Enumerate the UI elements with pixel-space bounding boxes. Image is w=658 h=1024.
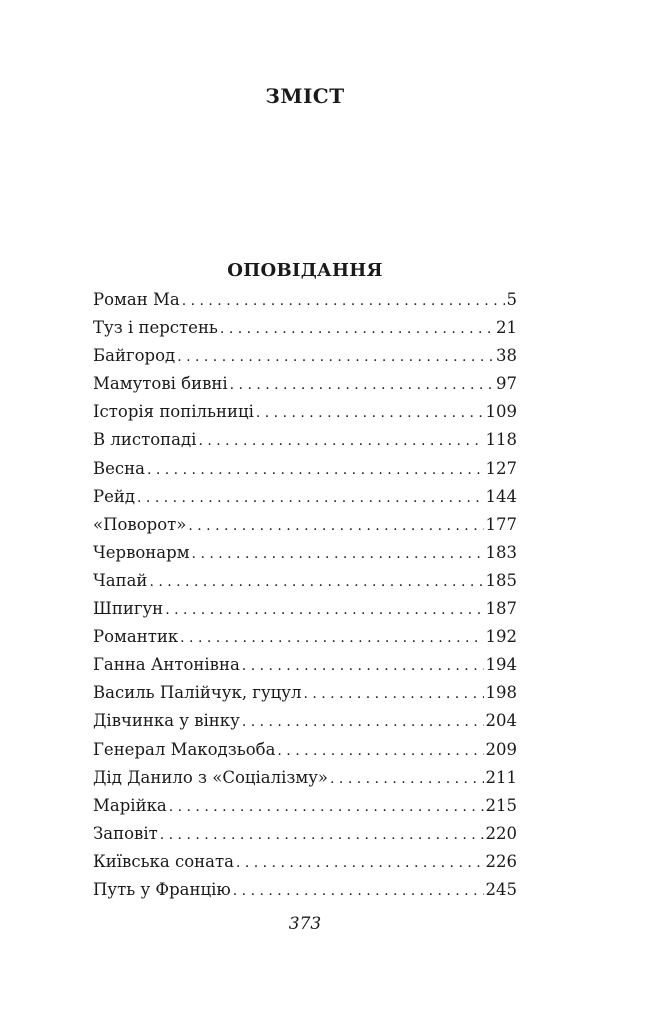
toc-entry	[93, 820, 517, 848]
toc-entry	[93, 314, 517, 342]
dot-leader	[198, 427, 483, 455]
dot-leader	[242, 652, 484, 680]
toc-entry-page: 245	[485, 879, 517, 899]
dot-leader	[277, 737, 483, 765]
toc-entry-title: Чапай	[93, 570, 148, 590]
toc-entry-page: 144	[485, 486, 517, 506]
toc-entry	[93, 876, 517, 904]
dot-leader	[137, 484, 483, 512]
toc-entry	[93, 764, 517, 792]
page-title: ЗМІСТ	[265, 84, 345, 108]
dot-leader	[303, 680, 483, 708]
section-heading: ОПОВІДАННЯ	[227, 260, 383, 281]
toc-entry-page: 226	[485, 851, 517, 871]
toc-entry-title: Байгород	[93, 346, 176, 366]
dot-leader	[180, 624, 483, 652]
toc-entry-page: 194	[485, 655, 517, 675]
toc-entry-page: 220	[485, 823, 517, 843]
toc-entry	[93, 567, 517, 595]
toc-entry-page: 198	[485, 683, 517, 703]
toc-entry-page: 109	[485, 402, 517, 422]
toc-entry	[93, 736, 517, 764]
table-of-contents	[93, 286, 517, 904]
toc-entry	[93, 792, 517, 820]
toc-entry	[93, 342, 517, 370]
toc-entry	[93, 651, 517, 679]
toc-entry	[93, 679, 517, 707]
dot-leader	[160, 821, 484, 849]
toc-entry	[93, 707, 517, 735]
toc-entry-page: 177	[485, 514, 517, 534]
toc-entry-title: Рейд	[93, 486, 136, 506]
toc-entry-title: Романтик	[93, 627, 179, 647]
toc-entry-page: 204	[485, 711, 517, 731]
toc-entry-title: Заповіт	[93, 823, 158, 843]
toc-entry-title: Василь Палійчук, гуцул	[93, 683, 302, 703]
toc-entry-page: 118	[485, 430, 517, 450]
dot-leader	[220, 315, 494, 343]
toc-entry-page: 187	[485, 599, 517, 619]
toc-entry-title: Червонарм	[93, 542, 190, 562]
toc-entry	[93, 511, 517, 539]
toc-entry	[93, 398, 517, 426]
dot-leader	[330, 765, 483, 793]
toc-entry-title: Путь у Францію	[93, 879, 231, 899]
dot-leader	[149, 568, 483, 596]
toc-entry-page: 5	[506, 290, 517, 309]
toc-entry-title: Дівчинка у вінку	[93, 711, 240, 731]
toc-entry-title: Ганна Антонівна	[93, 655, 240, 675]
dot-leader	[242, 708, 484, 736]
dot-leader	[256, 399, 484, 427]
toc-entry-title: Весна	[93, 458, 145, 478]
page-number: 373	[288, 914, 322, 934]
toc-entry-title: Шпигун	[93, 599, 164, 619]
toc-entry	[93, 370, 517, 398]
toc-entry-page: 211	[485, 767, 517, 787]
toc-entry	[93, 539, 517, 567]
toc-entry	[93, 623, 517, 651]
toc-entry	[93, 286, 517, 314]
toc-entry-title: Історія попільниці	[93, 402, 254, 422]
toc-entry-title: Дід Данило з «Соціалізму»	[93, 767, 329, 787]
toc-entry-title: Роман Ма	[93, 290, 180, 309]
toc-entry-title: Туз і перстень	[93, 318, 218, 338]
toc-entry	[93, 595, 517, 623]
toc-entry	[93, 483, 517, 511]
toc-entry-page: 21	[496, 318, 517, 338]
toc-entry-title: Мамутові бивні	[93, 374, 228, 394]
dot-leader	[230, 371, 494, 399]
toc-entry-page: 97	[496, 374, 517, 394]
toc-entry-page: 215	[485, 795, 517, 815]
toc-entry-title: «Поворот»	[93, 514, 187, 534]
dot-leader	[182, 287, 505, 315]
toc-entry	[93, 455, 517, 483]
toc-entry-page: 192	[485, 627, 517, 647]
toc-entry-page: 127	[485, 458, 517, 478]
toc-entry	[93, 426, 517, 454]
dot-leader	[233, 877, 484, 905]
dot-leader	[177, 343, 494, 371]
dot-leader	[147, 456, 484, 484]
dot-leader	[165, 596, 483, 624]
toc-entry	[93, 848, 517, 876]
toc-entry-page: 38	[496, 346, 517, 366]
dot-leader	[169, 793, 484, 821]
toc-entry-title: Марійка	[93, 795, 167, 815]
dot-leader	[236, 849, 484, 877]
toc-entry-page: 185	[485, 570, 517, 590]
toc-entry-title: Генерал Макодзьоба	[93, 739, 276, 759]
toc-entry-page: 209	[485, 739, 517, 759]
toc-entry-page: 183	[485, 542, 517, 562]
dot-leader	[192, 540, 484, 568]
toc-entry-title: Київська соната	[93, 851, 234, 871]
dot-leader	[188, 512, 483, 540]
toc-entry-title: В листопаді	[93, 430, 197, 450]
